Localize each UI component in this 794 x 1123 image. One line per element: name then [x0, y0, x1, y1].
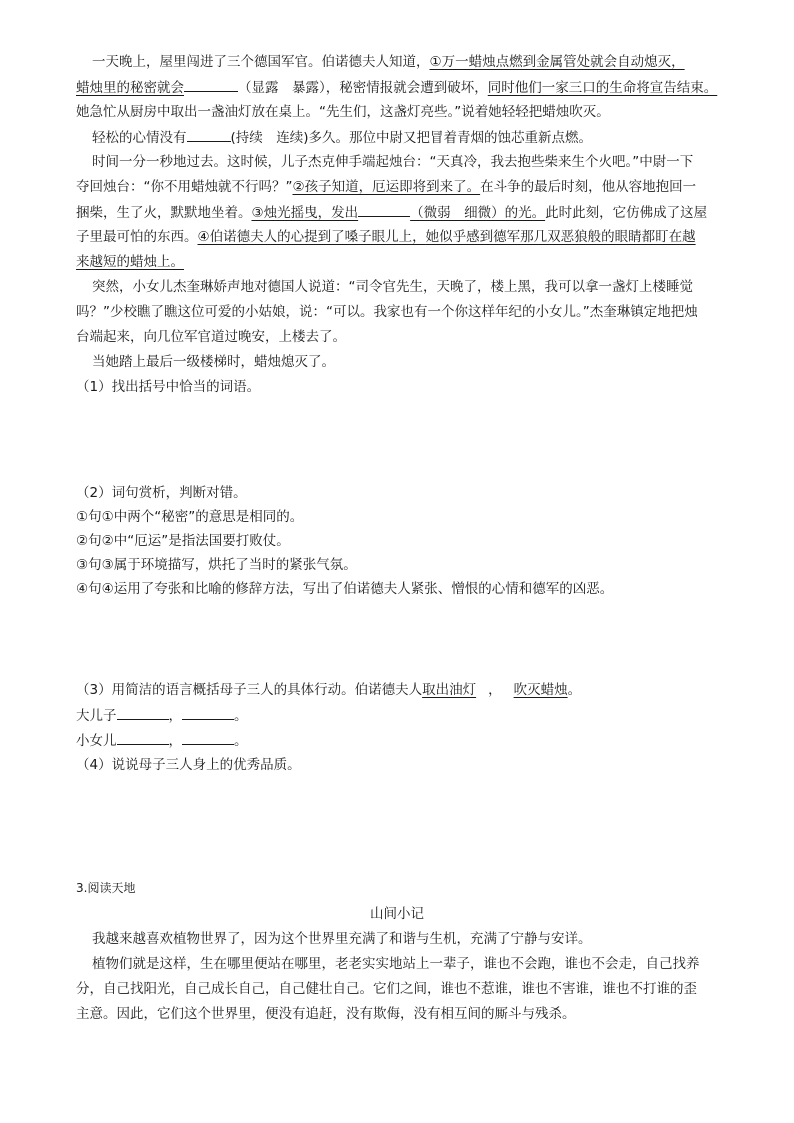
daughter-answer-line: [76, 730, 248, 751]
judgment-item: ④句④运用了夸张和比喻的修辞方法，写出了伯诺德夫人紧张、憎恨的心情和德军的凶恶。: [76, 581, 614, 597]
answer-blank[interactable]: [184, 77, 238, 92]
text-line: 突然，小女儿杰奎琳娇声地对德国人说道：“司令官先生，天晚了，楼上黑，我可以拿一盏灯上楼睡觉: [92, 279, 693, 295]
answer-label: 小女儿: [76, 733, 117, 749]
text-line: 吗？”少校瞧了瞧这位可爱的小姑娘，说：“可以。我家也有一个你这样年纪的小女儿。”杰奎琳镇定地把烛: [76, 304, 698, 320]
underlined-sentence-1: ①万一蜡烛点燃到金属管处就会自动熄灭，: [429, 54, 685, 70]
judgment-item: ②句②中“厄运”是指法国要打败仗。: [76, 533, 290, 549]
punct: ，: [168, 708, 182, 724]
answer-blank[interactable]: [182, 730, 234, 745]
answer-label: 大儿子: [76, 708, 117, 724]
underlined-sentence-2: ②孩子知道，厄运即将到来了。: [292, 179, 481, 195]
underlined-sentence-4: ④伯诺德夫人的心提到了嗓子眼儿上，: [197, 229, 426, 245]
text-span: ，秘密情报就会遭到破坏，: [325, 80, 488, 96]
word-choice: （显露 暴露）: [238, 80, 326, 96]
text-span: 捆柴，生了火，默默地坐着。: [76, 205, 252, 221]
underlined-text: 来越短的蜡烛上。: [76, 254, 184, 270]
underlined-text: 她似乎感到德军那几双恶狼般的眼睛都盯在越: [425, 229, 696, 245]
text-span: （3）用简洁的语言概括母子三人的具体行动。伯诺德夫人: [76, 682, 423, 698]
text-line: 台端起来，向几位军官道过晚安，上楼去了。: [76, 329, 346, 345]
text-line: 她急忙从厨房中取出一盏油灯放在桌上。“先生们，这盏灯亮些。”说着她轻轻把蜡烛吹灭。: [76, 104, 610, 120]
answer-example: 吹灭蜡烛: [513, 682, 568, 698]
answer-blank[interactable]: [187, 127, 231, 142]
text-span: 轻松的心情没有: [92, 130, 187, 146]
text-line: 分，自己找阳光，自己成长自己，自己健壮自己。它们之间，谁也不惹谁，谁也不害谁，谁也不打谁的歪: [76, 981, 697, 997]
text-line: [76, 77, 717, 98]
answer-blank[interactable]: [358, 202, 410, 217]
judgment-item: ①句①中两个“秘密”的意思是相同的。: [76, 509, 304, 525]
text-line: 时间一分一秒地过去。这时候，儿子杰克伸手端起烛台：“天真冷，我去抱些柴来生个火吧。”中尉一下: [92, 154, 694, 170]
text-span: 此时此刻，它仿佛成了这屋: [545, 205, 708, 221]
section-heading: 3.阅读天地: [76, 881, 136, 895]
answer-blank[interactable]: [117, 730, 169, 745]
text-line: [76, 227, 696, 247]
answer-example: 取出油灯: [422, 682, 477, 698]
passage-title: 山间小记: [370, 906, 424, 922]
text-span: 夺回烛台：“你不用蜡烛就不行吗？”: [76, 179, 293, 195]
answer-area[interactable]: [76, 395, 716, 483]
text-line: [76, 252, 184, 272]
answer-blank[interactable]: [182, 705, 234, 720]
text-span: 子里最可怕的东西。: [76, 229, 198, 245]
word-choice: （微弱 细微）的光。: [410, 205, 546, 221]
question-1: （1）找出括号中恰当的词语。: [76, 379, 261, 395]
text-span: 在斗争的最后时刻，他从容地抱回一: [480, 179, 697, 195]
question-3-title: [76, 680, 581, 700]
answer-blank[interactable]: [117, 705, 169, 720]
punct: 。: [234, 708, 248, 724]
text-line: 我越来越喜欢植物世界了，因为这个世界里充满了和谐与生机，充满了宁静与安详。: [92, 931, 592, 947]
text-line: [76, 202, 707, 223]
underlined-text: 同时他们一家三口的生命将宣告结束。: [487, 80, 718, 96]
text-line: [92, 52, 685, 72]
text-line: 植物们就是这样，生在哪里便站在哪里，老老实实地站上一辈子，谁也不会跑，谁也不会走，自己找养: [92, 956, 700, 972]
separator: ，: [488, 682, 502, 698]
judgment-item: ③句③属于环境描写，烘托了当时的紧张气氛。: [76, 557, 357, 573]
underlined-sentence-3: ③烛光摇曳，发出: [251, 205, 359, 221]
text-line: 主意。因此，它们这个世界里，便没有追赶，没有欺侮，没有相互间的厮斗与残杀。: [76, 1006, 576, 1022]
question-4: （4）说说母子三人身上的优秀品质。: [76, 757, 301, 773]
underlined-text: 蜡烛里的秘密就会: [76, 80, 184, 96]
text-span: (持续 连续)多久。那位中尉又把冒着青烟的蚀芯重新点燃。: [230, 130, 593, 146]
text-span: 一天晚上，屋里闯进了三个德国军官。伯诺德夫人知道，: [92, 54, 430, 70]
text-line: [76, 177, 696, 197]
punct: ，: [168, 733, 182, 749]
text-line: 当她踏上最后一级楼梯时，蜡烛熄灭了。: [92, 354, 335, 370]
text-span: 。: [567, 682, 582, 698]
son-answer-line: [76, 705, 248, 726]
text-line: [92, 127, 592, 148]
question-2-title: （2）词句赏析，判断对错。: [76, 485, 247, 501]
answer-area[interactable]: [76, 775, 716, 875]
punct: 。: [234, 733, 248, 749]
